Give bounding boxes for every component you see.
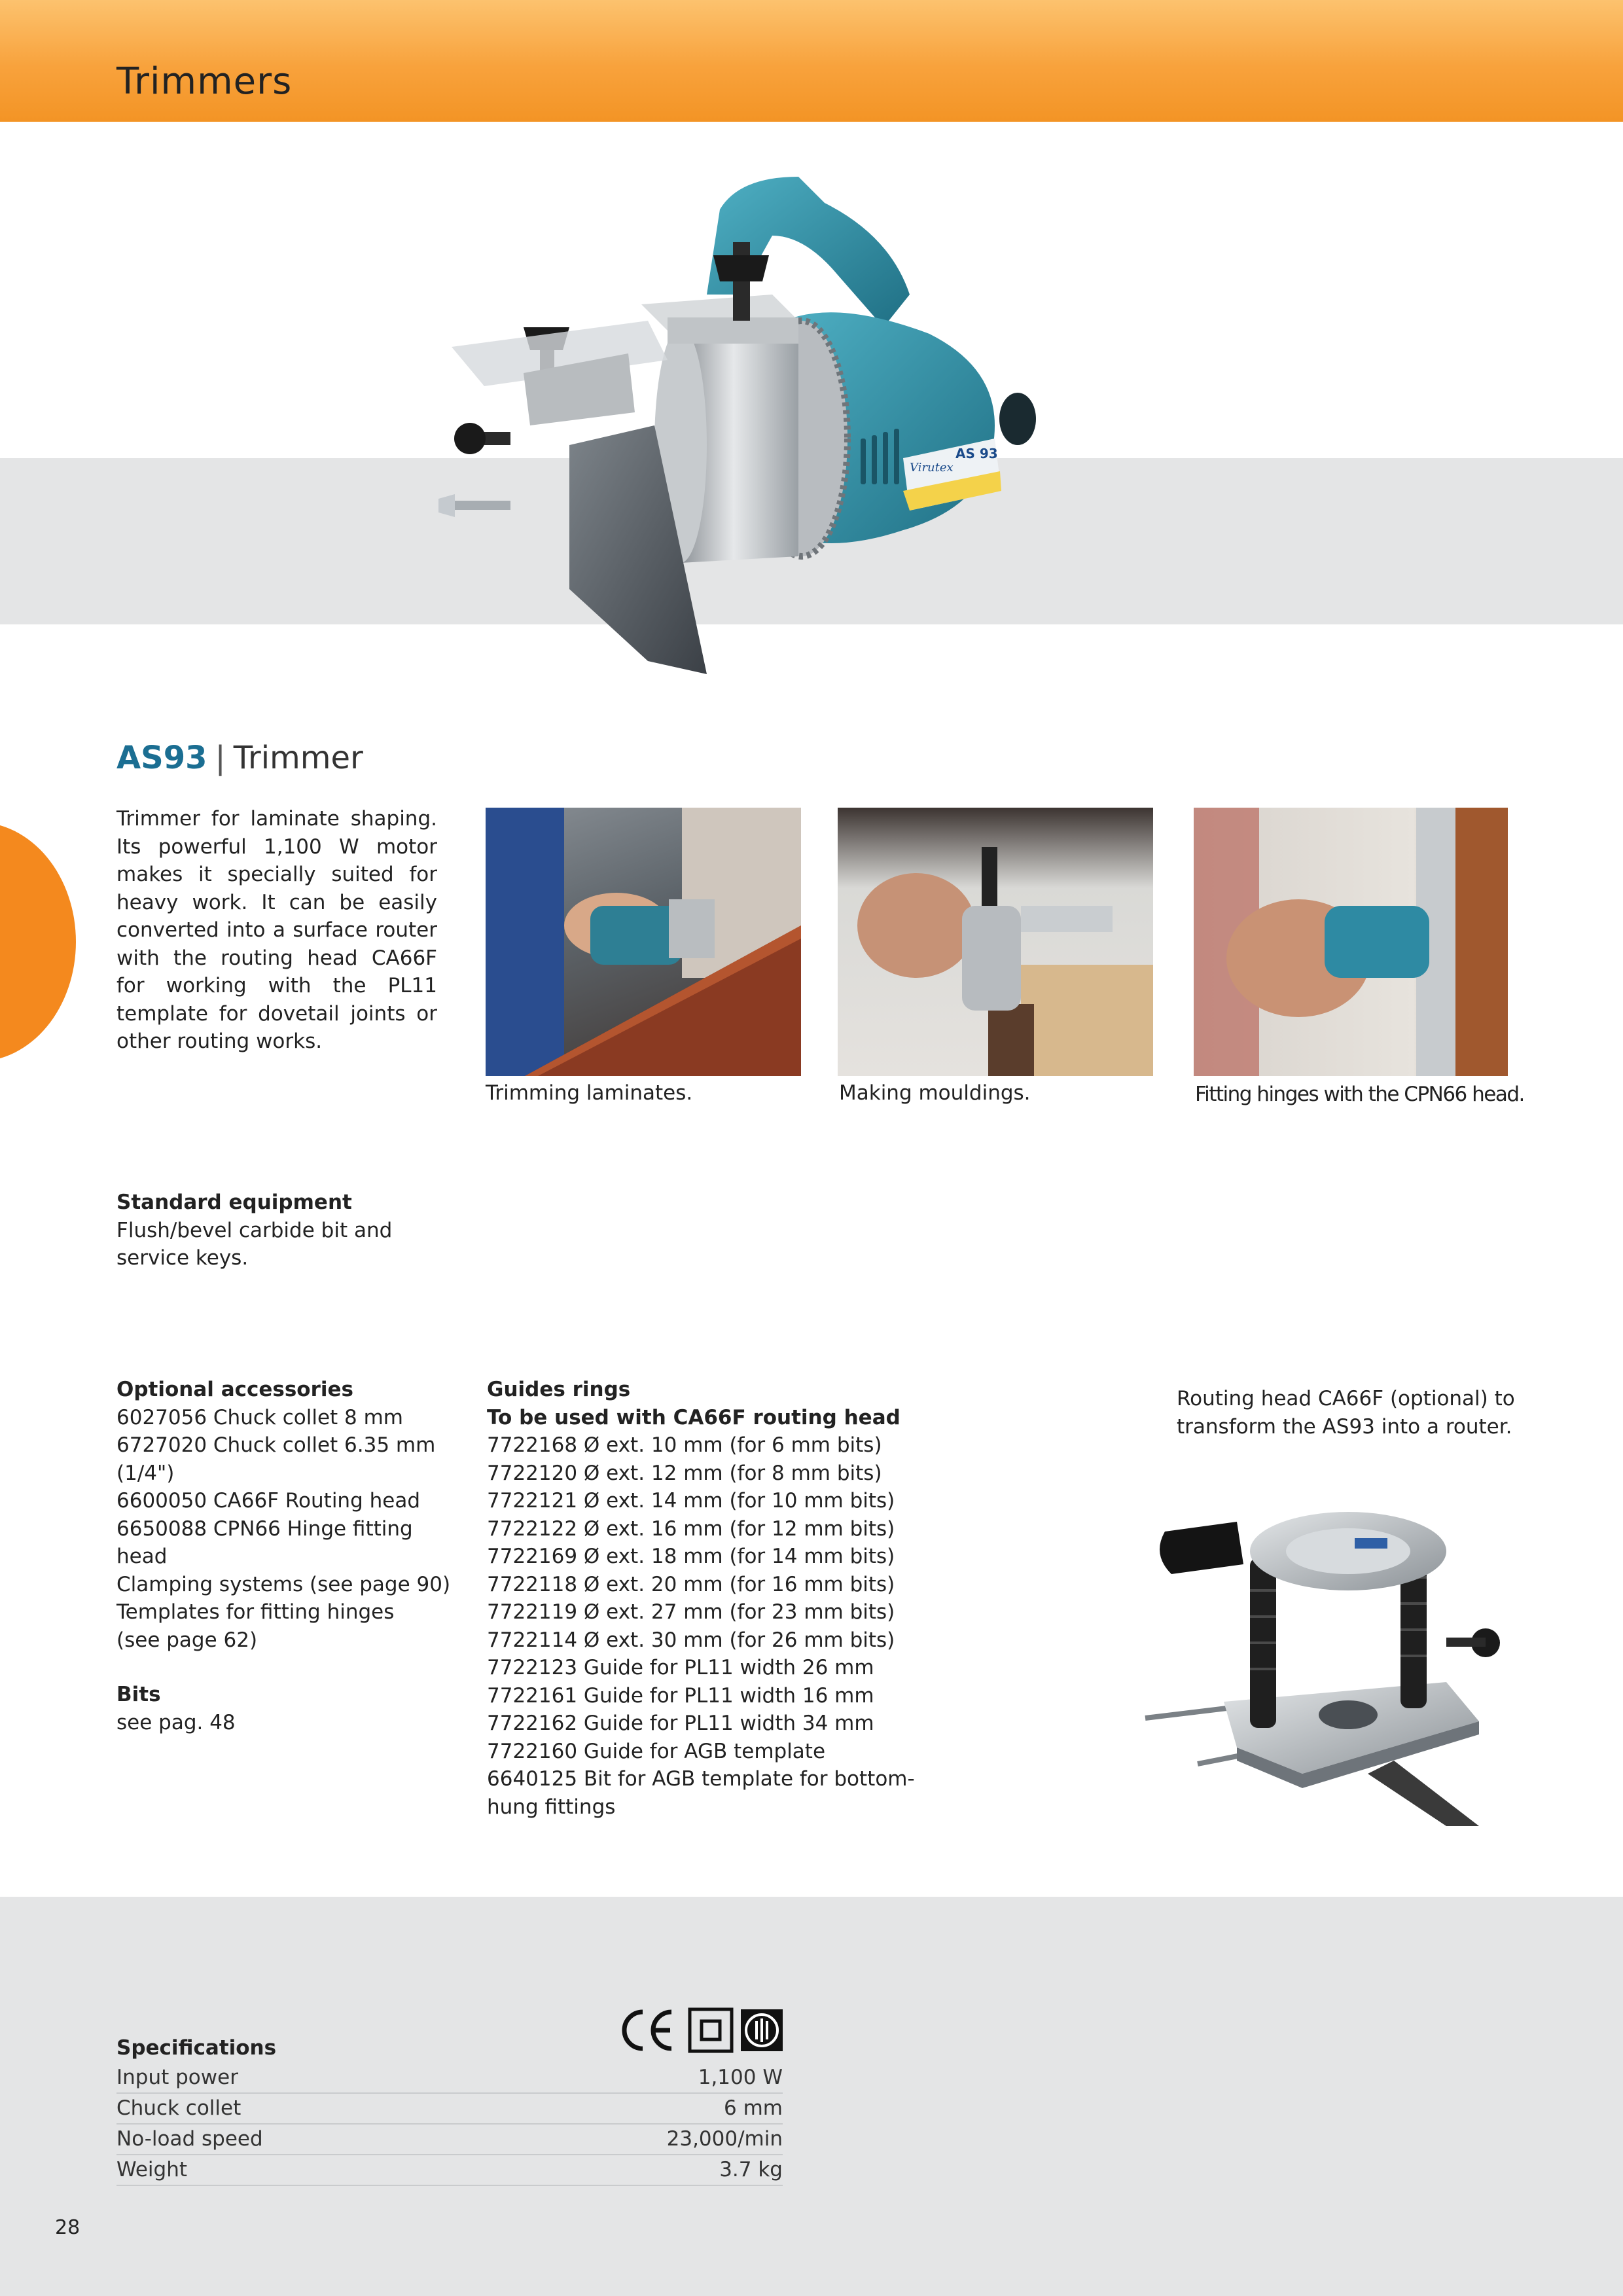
standard-equipment-line: Flush/bevel carbide bit and: [116, 1218, 393, 1242]
accessory-line: (see page 62): [116, 1628, 258, 1652]
routing-head-caption-line: transform the AS93 into a router.: [1177, 1414, 1512, 1439]
guide-line: 7722160 Guide for AGB template: [487, 1739, 826, 1763]
page-title: Trimmers: [116, 60, 293, 103]
guide-line: 6640125 Bit for AGB template for bottom-: [487, 1767, 915, 1791]
accessory-line: head: [116, 1545, 168, 1568]
spec-row-no-load-speed: [116, 2125, 783, 2155]
optional-accessories: [116, 1376, 483, 1654]
spec-row-weight: [116, 2155, 783, 2186]
spec-row-chuck-collet: [116, 2094, 783, 2125]
bits-section: [116, 1681, 418, 1736]
guide-line: 7722161 Guide for PL11 width 16 mm: [487, 1683, 874, 1708]
guide-line: 7722123 Guide for PL11 width 26 mm: [487, 1656, 874, 1679]
accessory-line: 6600050 CA66F Routing head: [116, 1489, 421, 1513]
accessory-line: Templates for fitting hinges: [116, 1600, 395, 1624]
caption-making-mouldings: Making mouldings.: [839, 1081, 1031, 1105]
guide-line: 7722169 Ø ext. 18 mm (for 14 mm bits): [487, 1545, 895, 1568]
title-separator: |: [215, 740, 226, 776]
page-number: 28: [55, 2216, 80, 2239]
accessory-line: 6727020 Chuck collet 6.35 mm: [116, 1433, 436, 1457]
spec-label: No-load speed: [116, 2127, 263, 2151]
bits-text: see pag. 48: [116, 1710, 236, 1734]
product-name: Trimmer: [233, 740, 363, 776]
spec-label: Input power: [116, 2066, 238, 2089]
accessory-line: (1/4"): [116, 1461, 175, 1485]
photo-making-mouldings: [838, 808, 1153, 1076]
guide-line: 7722122 Ø ext. 16 mm (for 12 mm bits): [487, 1516, 895, 1541]
product-description: Trimmer for laminate shaping. Its powerful 1,100 W motor makes it specially suited for heavy work. It can be easily converted into a surface router with the routing head CA66F for working with the PL11 template for dovetail joints or other routing works.: [116, 807, 437, 1053]
spec-label: Weight: [116, 2158, 188, 2181]
product-title: [116, 740, 363, 776]
routing-head-image: [1139, 1486, 1518, 1826]
spec-row-input-power: [116, 2063, 783, 2094]
accessory-line: Clamping systems (see page 90): [116, 1572, 451, 1596]
routing-head-caption: [1177, 1385, 1543, 1441]
guide-line: hung fittings: [487, 1795, 616, 1819]
guide-line: 7722119 Ø ext. 27 mm (for 23 mm bits): [487, 1600, 895, 1624]
guides-title: Guides rings: [487, 1378, 631, 1401]
orange-half-circle: [0, 822, 76, 1062]
guide-line: 7722114 Ø ext. 30 mm (for 26 mm bits): [487, 1628, 895, 1652]
spec-value: 6 mm: [724, 2096, 783, 2120]
standard-equipment-title: Standard equipment: [116, 1191, 352, 1214]
specifications: [116, 2033, 783, 2186]
standard-equipment-line: service keys.: [116, 1246, 249, 1270]
specifications-title: Specifications: [116, 2036, 277, 2060]
standard-equipment: [116, 1189, 418, 1272]
guides-subtitle: To be used with CA66F routing head: [487, 1405, 901, 1429]
guide-line: 7722162 Guide for PL11 width 34 mm: [487, 1712, 874, 1735]
accessory-line: 6650088 CPN66 Hinge fitting: [116, 1516, 413, 1541]
guide-line: 7722168 Ø ext. 10 mm (for 6 mm bits): [487, 1433, 882, 1457]
guides-rings: [487, 1376, 919, 1821]
product-model: AS93: [116, 740, 207, 776]
optional-accessories-title: Optional accessories: [116, 1378, 353, 1401]
guide-line: 7722121 Ø ext. 14 mm (for 10 mm bits): [487, 1489, 895, 1513]
spec-value: 23,000/min: [666, 2127, 783, 2151]
machine-label-brand: Virutex: [910, 461, 954, 475]
caption-fitting-hinges: Fitting hinges with the CPN66 head.: [1195, 1083, 1524, 1106]
photo-fitting-hinges: [1194, 808, 1508, 1076]
photo-trimming-laminates: [486, 808, 801, 1076]
spec-value: 3.7 kg: [719, 2158, 783, 2181]
spec-label: Chuck collet: [116, 2096, 241, 2120]
routing-head-caption-line: Routing head CA66F (optional) to: [1177, 1387, 1515, 1410]
guide-line: 7722118 Ø ext. 20 mm (for 16 mm bits): [487, 1572, 895, 1596]
bits-title: Bits: [116, 1683, 161, 1706]
machine-label-model: AS 93: [955, 446, 998, 461]
spec-value: 1,100 W: [698, 2066, 783, 2089]
caption-trimming-laminates: Trimming laminates.: [486, 1081, 693, 1105]
trimmer-product-image: [432, 164, 1139, 687]
accessory-line: 6027056 Chuck collet 8 mm: [116, 1405, 403, 1429]
guide-line: 7722120 Ø ext. 12 mm (for 8 mm bits): [487, 1461, 882, 1485]
